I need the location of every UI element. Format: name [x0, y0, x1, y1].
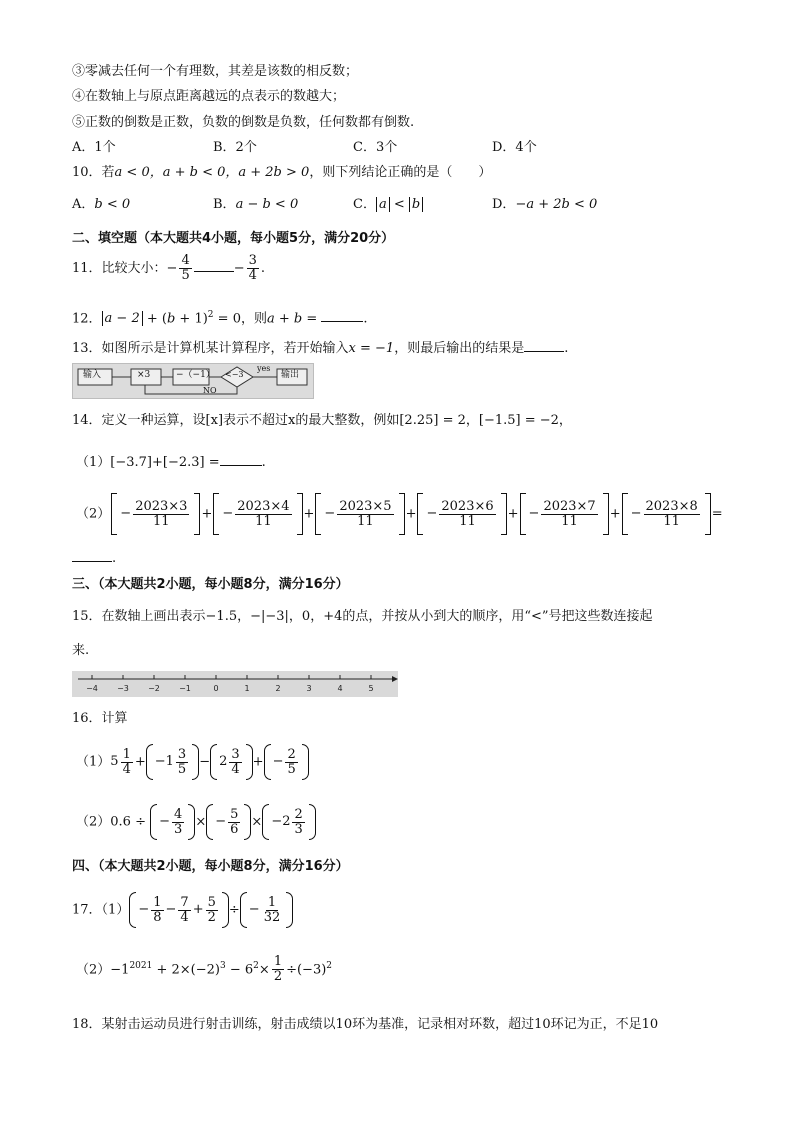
- q10-option-a-label: A．: [72, 197, 95, 212]
- q9-option-d: D．4个: [492, 140, 537, 155]
- q15-line-1: 15．在数轴上画出表示−1.5，−|−3|，0，+4的点，并按从小到大的顺序，用“<”号把这些数连接起: [72, 609, 653, 624]
- q18-stem: 18．某射击运动员进行射击训练，射击成绩以10环为基准，记录相对环数，超过10环记为正，不足10: [72, 1017, 659, 1032]
- q17-p2-label: （2）: [76, 962, 111, 978]
- flow-no-label: NO: [203, 386, 217, 395]
- q10-option-b-math: a − b < 0: [235, 197, 299, 212]
- q10-stem-prefix: 10．若: [72, 165, 115, 180]
- q14-p1-math: [−3.7]+[−2.3] =: [110, 455, 220, 470]
- number-line-tick-label: 5: [368, 684, 374, 693]
- q15-number-line: [72, 671, 398, 697]
- q13-text-2: ，则最后输出的结果是: [394, 341, 525, 356]
- number-line-arrow: [392, 676, 398, 682]
- q9-statement-3: ③零减去任何一个有理数，其差是该数的相反数；: [72, 64, 359, 79]
- q10-stem-suffix: ，则下列结论正确的是（ ）: [309, 165, 492, 180]
- q16-title: 16．计算: [72, 711, 128, 726]
- q13-text: 13．如图所示是计算机某计算程序，若开始输入: [72, 341, 349, 356]
- q12-prefix: 12．: [72, 311, 102, 327]
- q9-option-c: C．3个: [353, 140, 398, 155]
- q14-answer-blank: [72, 550, 116, 568]
- number-line-tick-label: 3: [306, 684, 312, 693]
- q10-option-b: [213, 196, 298, 214]
- q10-option-d-label: D．: [492, 197, 516, 212]
- q12: 12． $a - 2 + (b + 1)^2 = 0$，则a + b = .: [72, 310, 368, 327]
- q12-mid: ，则: [240, 311, 267, 327]
- flow-condition-label: <−3: [225, 370, 244, 379]
- q9-option-a: A．1个: [72, 140, 116, 155]
- q16-p2-label: （2）: [76, 814, 111, 830]
- q10-option-c-label: C．: [353, 197, 376, 212]
- number-line-svg: [72, 671, 398, 697]
- number-line-tick-label: 4: [337, 684, 343, 693]
- q10-option-a-math: b < 0: [94, 197, 131, 212]
- q14-part-2: （2） − $\frac{2023\times 3}{11}$ + − $\frac{2023\times 4}{11}$ + − $\frac{2023\times 5}{11}$ + − $\frac{2023\times 6}{11}$ + − $\frac{2023\times 7}{11}$ + − $\frac{2023\times 8}{11}$ =: [76, 492, 723, 537]
- flow-minus-label: −（−1）: [176, 370, 215, 380]
- q12-tail: .: [363, 311, 368, 327]
- q14-stem: 14．定义一种运算，设[x]表示不超过x的最大整数，例如[2.25] = 2，[−1.5] = −2，: [72, 413, 572, 428]
- q13-input-value: x = −1: [348, 341, 395, 356]
- q14-p2-label: （2）: [76, 506, 111, 522]
- q10-option-c: C． a < b: [353, 196, 423, 214]
- q14-term-2: − $\frac{2023\times 4}{11}$: [213, 492, 302, 536]
- number-line-tick-label: 0: [213, 684, 219, 693]
- q11: 11．比较大小：− $\frac{4}{5}$ − $\frac{3}{4}$ .: [72, 253, 266, 283]
- section-3-title: 三、（本大题共2小题，每小题8分，满分16分）: [72, 577, 349, 592]
- q11-suffix: .: [260, 261, 266, 276]
- q10-option-d-math: −a + 2b < 0: [515, 197, 598, 212]
- q14-term-1: − $\frac{2023\times 3}{11}$: [111, 492, 200, 536]
- q17-p1-label: 17．（1）: [72, 902, 130, 918]
- q14-p2-end: .: [112, 551, 117, 566]
- flow-yes-label: yes: [257, 364, 271, 373]
- q14-part-1: [76, 454, 266, 472]
- q10-stem: [72, 164, 491, 182]
- q15-line-2: 来.: [72, 643, 90, 658]
- q10-option-b-label: B．: [213, 197, 236, 212]
- flow-input-label: 输入: [83, 370, 102, 380]
- q16-part-1: （1）5 $\frac{1}{4}$ + −1 $\frac{3}{5}$ − 2 $\frac{3}{4}$ + − $\frac{2}{5}$: [76, 740, 309, 785]
- number-line-tick-label: −1: [179, 684, 191, 693]
- q16-part-2: （2）0.6 ÷ − $\frac{4}{3}$ × − $\frac{5}{6}$ × −2 $\frac{2}{3}$: [76, 800, 316, 845]
- number-line-tick-label: −2: [148, 684, 160, 693]
- q9-statement-4: ④在数轴上与原点距离越远的点表示的数越大；: [72, 89, 346, 104]
- flow-times-label: ×3: [137, 370, 151, 380]
- q10-conditions: a < 0，a + b < 0，a + 2b > 0: [114, 165, 310, 180]
- number-line-tick-label: 2: [275, 684, 281, 693]
- q16-p1-label: （1）: [76, 754, 111, 770]
- q14-term-6: − $\frac{2023\times 8}{11}$: [622, 492, 711, 536]
- section-4-title: 四、（本大题共2小题，每小题8分，满分16分）: [72, 859, 349, 874]
- q17-part-2: $(2)-1^{2021} + 2\times(-2)^3 - 6^2\times$ $\frac{1}{2}$ $\div(-3)^2$: [76, 954, 333, 985]
- q14-term-5: − $\frac{2023\times 7}{11}$: [520, 492, 609, 536]
- q14-term-4: − $\frac{2023\times 6}{11}$: [417, 492, 506, 536]
- q14-term-3: − $\frac{2023\times 5}{11}$: [315, 492, 404, 536]
- q14-p1-end: .: [261, 455, 266, 470]
- q14-p1-label: （1）: [76, 455, 111, 470]
- flow-output-label: 输出: [281, 370, 300, 380]
- q13-stem: [72, 340, 568, 358]
- q10-option-a: [72, 196, 130, 214]
- number-line-tick-label: −3: [117, 684, 129, 693]
- section-2-title: 二、填空题（本大题共4小题，每小题5分，满分20分）: [72, 231, 395, 246]
- q17-part-1: 17．（1） − $\frac{1}{8}$ − $\frac{7}{4}$ + $\frac{5}{2}$ ÷ − $\frac{1}{32}$: [72, 888, 293, 933]
- q11-prefix: 11．比较大小：: [72, 261, 167, 276]
- number-line-tick-label: −4: [86, 684, 98, 693]
- q13-end: .: [564, 341, 569, 356]
- q9-option-b: B．2个: [213, 140, 257, 155]
- q13-flowchart: [72, 363, 314, 399]
- q10-option-d: [492, 196, 597, 214]
- flow-no-loop: [145, 385, 237, 394]
- number-line-tick-label: 1: [244, 684, 250, 693]
- q9-statement-5: ⑤正数的倒数是正数，负数的倒数是负数，任何数都有倒数.: [72, 115, 415, 130]
